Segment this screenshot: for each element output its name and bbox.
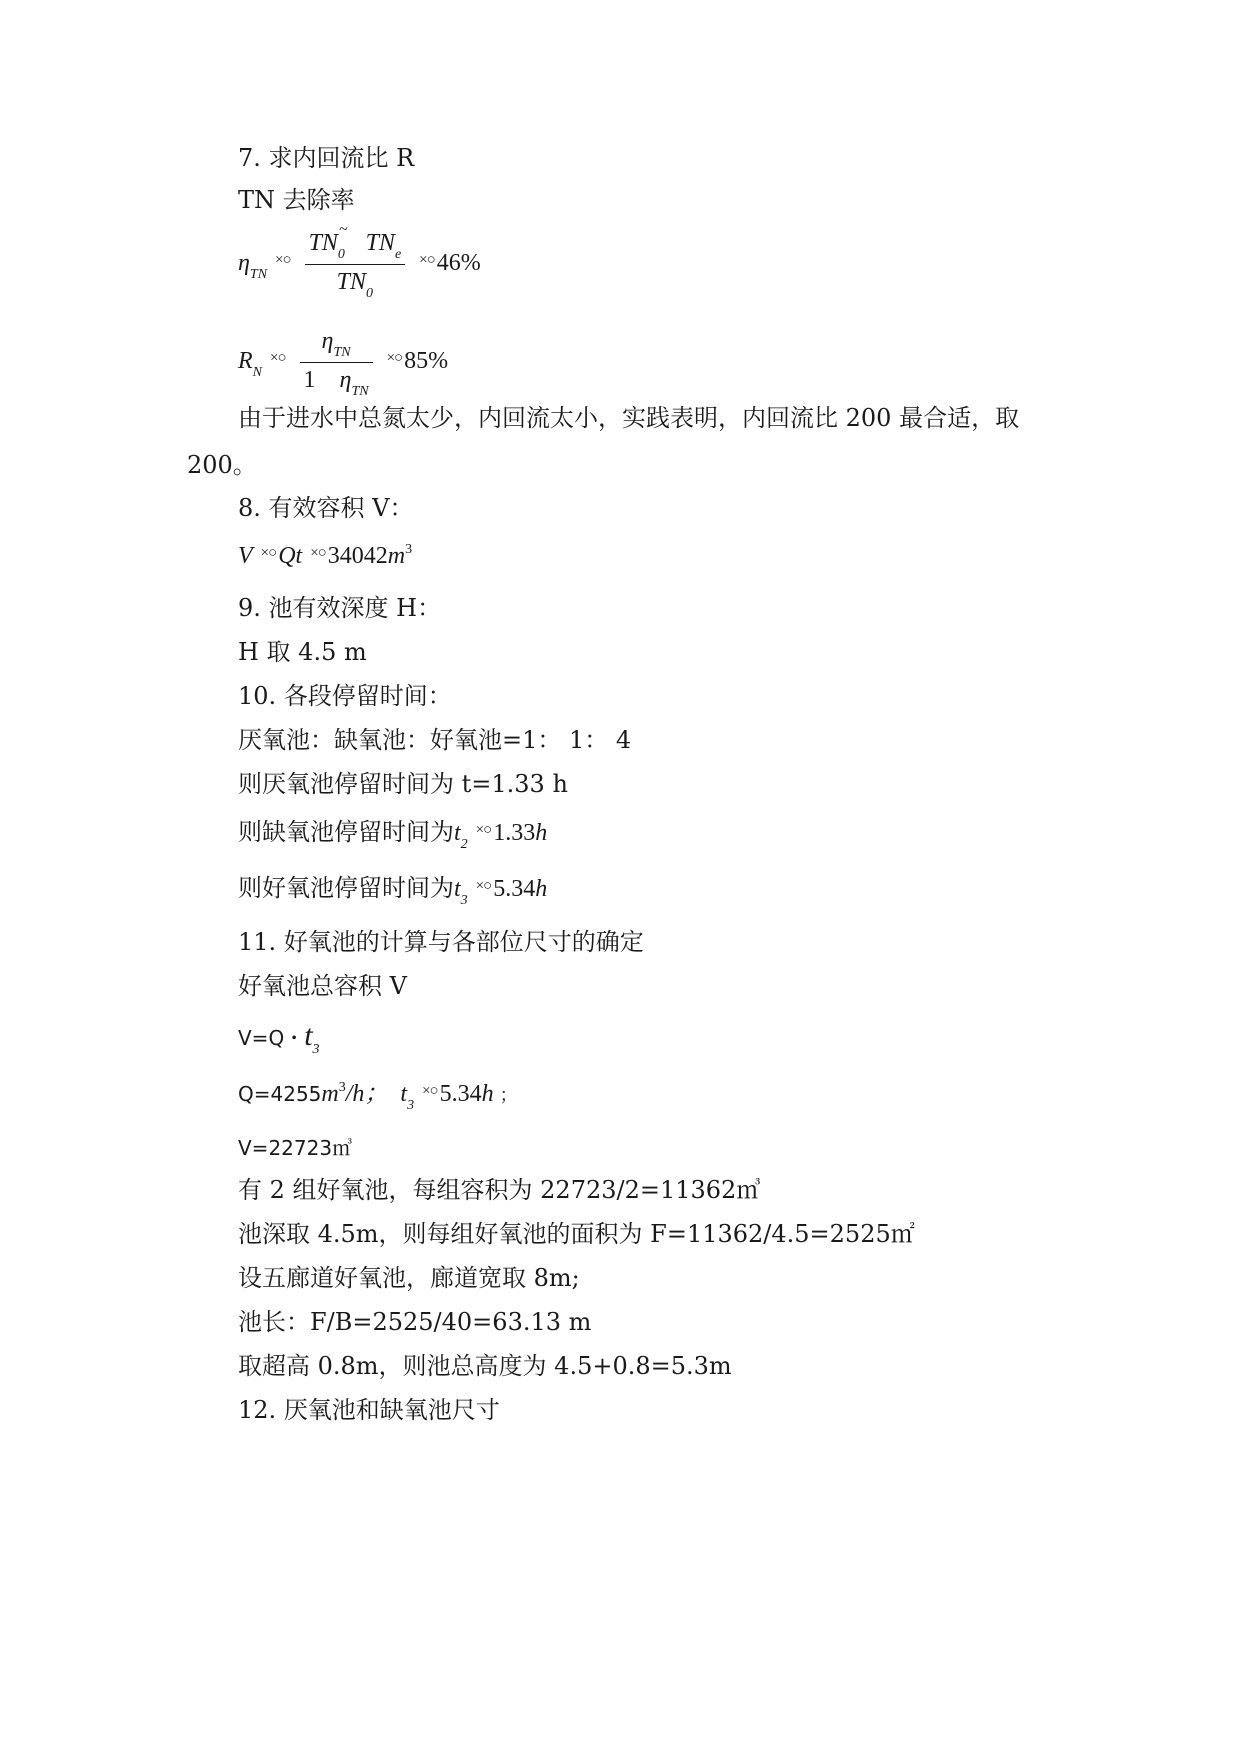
volume-unit: m <box>387 543 406 569</box>
eta-subscript: TN <box>249 267 268 283</box>
section-7-title: 7. 求内回流比 R <box>238 144 415 172</box>
r-symbol: R <box>238 348 253 375</box>
section-9-title: 9. 池有效深度 H： <box>238 594 442 622</box>
aerobic-volume-result: V=22723㎥ <box>238 1136 353 1160</box>
section-7-note: 由于进水中总氮太少，内回流太小，实践表明，内回流比 200 最合适，取 <box>238 404 1020 432</box>
eta-tn-formula <box>238 221 481 301</box>
vq-formula: V=Q・$t_3$ <box>238 1019 320 1057</box>
operator-glyph: ×○ <box>475 878 492 894</box>
qt-term: Qt <box>278 543 303 569</box>
rn-result: 85% <box>404 348 449 375</box>
rn-denominator: 1 $\eta_{TN}$ <box>303 367 369 399</box>
section-11-title: 11. 好氧池的计算与各部位尺寸的确定 <box>238 928 644 956</box>
operator-glyph: ×○ <box>310 545 326 561</box>
v-symbol: V <box>238 543 253 569</box>
aerobic-time: 则好氧池停留时间为$t_3$ ×○5.34h <box>238 874 548 908</box>
depth-value: H 取 4.5 m <box>238 638 367 666</box>
section-12-title: 12. 厌氧池和缺氧池尺寸 <box>238 1396 500 1424</box>
corridor-width: 设五廊道好氧池，廊道宽取 8m; <box>238 1264 580 1292</box>
section-7-note-cont: 200。 <box>187 451 257 479</box>
q-formula: $Q=4255m^3/h$； $t_3$ ×○5.34h ； <box>238 1080 518 1113</box>
anoxic-time: 则缺氧池停留时间为$t_2$ ×○1.33h <box>238 818 548 852</box>
operator-glyph: ×○ <box>419 252 435 269</box>
tn-removal-label: TN 去除率 <box>238 186 355 214</box>
eta-numerator: $TN_0^\sim$ $TN_e$ <box>308 221 402 262</box>
total-height: 取超高 0.8m，则池总高度为 4.5+0.8=5.3m <box>238 1352 732 1380</box>
operator-glyph: ×○ <box>422 1083 438 1099</box>
operator-glyph: ×○ <box>275 252 291 269</box>
section-8-title: 8. 有效容积 V： <box>238 494 414 522</box>
operator-glyph: ×○ <box>386 350 403 367</box>
eta-result: 46% <box>436 250 481 277</box>
operator-glyph: ×○ <box>260 545 277 561</box>
aerobic-total-volume: 好氧池总容积 V <box>238 972 407 1000</box>
eta-fraction <box>305 221 406 301</box>
rn-numerator: $\eta_{TN}$ <box>321 328 351 360</box>
volume-value: 34042 <box>327 543 388 569</box>
r-subscript: N <box>252 365 263 381</box>
anaerobic-time: 则厌氧池停留时间为 t=1.33 h <box>238 770 568 798</box>
aerobic-area: 池深取 4.5m，则每组好氧池的面积为 F=11362/4.5=2525㎡ <box>238 1220 915 1248</box>
tank-length: 池长：F/B=2525/40=63.13 m <box>238 1308 592 1336</box>
tilde-mark: ~ <box>338 221 348 238</box>
tank-ratio: 厌氧池：缺氧池：好氧池=1： 1： 4 <box>238 726 632 754</box>
rn-formula <box>238 326 448 399</box>
section-10-title: 10. 各段停留时间： <box>238 682 452 710</box>
rn-fraction <box>300 326 373 399</box>
eta-symbol: η <box>238 250 250 277</box>
operator-glyph: ×○ <box>270 350 286 367</box>
volume-formula: V ×○Qt $^{\times○}34042m^3$ <box>238 542 413 569</box>
operator-glyph: ×○ <box>475 822 492 838</box>
eta-denominator: $TN_0$ <box>336 269 374 301</box>
aerobic-groups: 有 2 组好氧池，每组容积为 22723/2=11362㎥ <box>238 1176 761 1204</box>
